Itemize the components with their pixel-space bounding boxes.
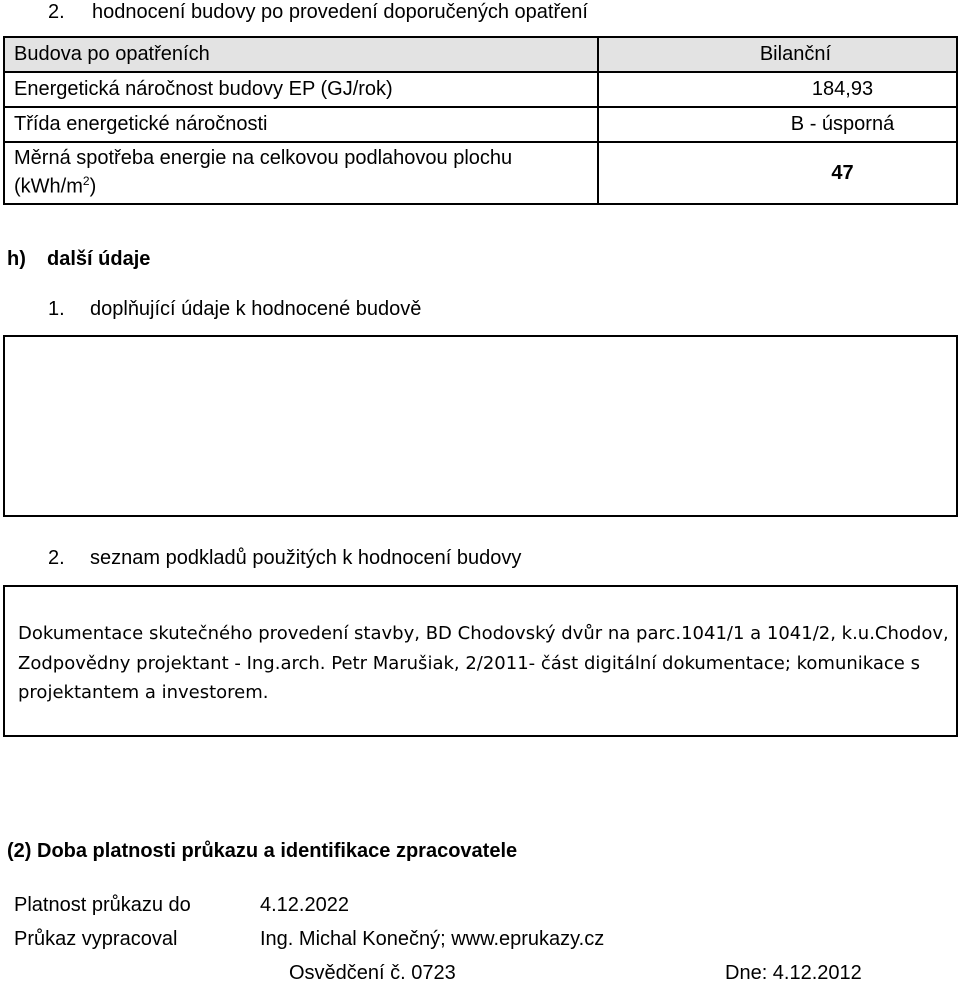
- additional-data-box: [3, 335, 958, 517]
- row-value-specific: 47: [598, 142, 957, 204]
- sub-title: seznam podkladů použitých k hodnocení budovy: [90, 547, 522, 569]
- sub-title: doplňující údaje k hodnocené budově: [90, 298, 422, 320]
- specific-line2-pre: (kWh/m: [14, 175, 83, 198]
- row-label-class: Třída energetické náročnosti: [4, 107, 598, 142]
- row-label-ep: Energetická náročnost budovy EP (GJ/rok): [4, 72, 598, 107]
- section-2-heading: (2) Doba platnosti průkazu a identifikace zpracovatele: [7, 840, 518, 862]
- row-value-class: B - úsporná: [598, 107, 957, 142]
- row-label-specific: [4, 142, 598, 204]
- valid-until-label: Platnost průkazu do: [14, 894, 191, 916]
- building-after-measures-table: [3, 36, 958, 205]
- section-letter: h): [7, 248, 26, 270]
- specific-line2-post: ): [89, 175, 97, 198]
- sub-number: 1.: [48, 298, 65, 320]
- sub-number: 2.: [48, 547, 65, 569]
- header-value: Bilanční: [598, 37, 957, 72]
- table-row: [4, 142, 957, 204]
- sources-box: [3, 585, 958, 737]
- sub-heading-1: [48, 298, 421, 321]
- table-row: [4, 72, 957, 107]
- sources-content: Dokumentace skutečného provedení stavby, BD Chodovský dvůr na parc.1041/1 a 1041/2, k.u.Chodov, Zodpovědny projektant - Ing.arch. Petr Marušiak, 2/2011- část digitální dokumentace; komunikace s projektantem a investorem.: [18, 623, 949, 703]
- heading-number: 2.: [48, 1, 65, 23]
- specific-line1: Měrná spotřeba energie na celkovou podlahovou plochu: [14, 147, 513, 170]
- prepared-by-label: Průkaz vypracoval: [14, 928, 178, 950]
- header-label: Budova po opatřeních: [4, 37, 598, 72]
- section-h-heading: [7, 248, 150, 271]
- issue-date: Dne: 4.12.2012: [725, 962, 862, 984]
- table-row: [4, 107, 957, 142]
- valid-until-value: 4.12.2022: [260, 894, 349, 916]
- section-title: další údaje: [47, 248, 151, 270]
- table-header-row: [4, 37, 957, 72]
- sub-heading-2: [48, 547, 521, 570]
- specific-sup: 2: [82, 174, 90, 189]
- heading-title: hodnocení budovy po provedení doporučených opatření: [92, 1, 588, 23]
- row-value-ep: 184,93: [598, 72, 957, 107]
- certificate-number: Osvědčení č. 0723: [289, 962, 456, 984]
- section-heading-2: [48, 1, 588, 24]
- prepared-by-value: Ing. Michal Konečný; www.eprukazy.cz: [260, 928, 605, 950]
